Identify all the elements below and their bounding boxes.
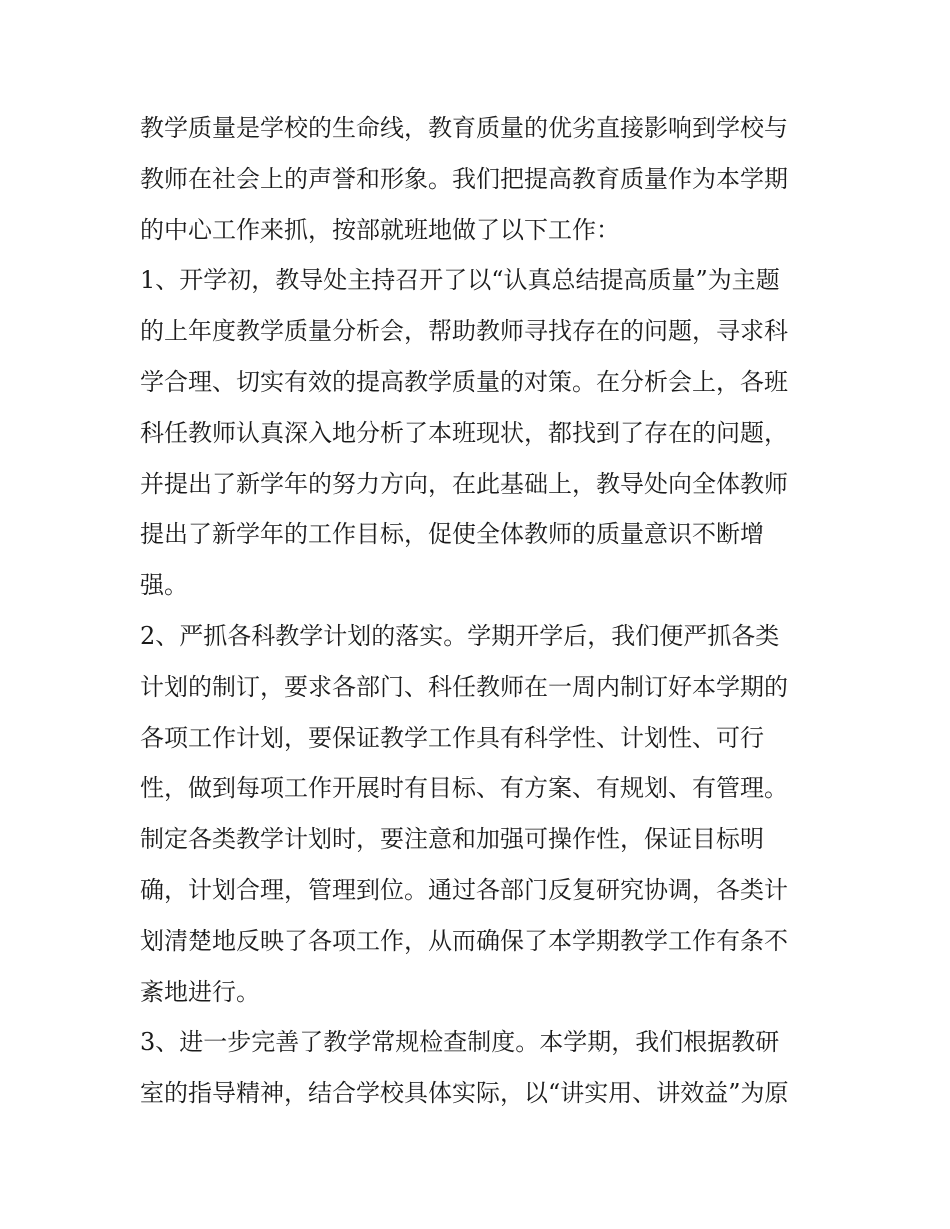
text-line: 并提出了新学年的努力方向，在此基础上，教导处向全体教师 [140, 469, 788, 498]
text-line: 1、开学初，教导处主持召开了以“认真总结提高质量”为主题 [140, 266, 780, 295]
text-line: 确，计划合理，管理到位。通过各部门反复研究协调，各类计 [140, 875, 788, 904]
text-line: 2、严抓各科教学计划的落实。学期开学后，我们便严抓各类 [140, 621, 780, 650]
paragraph-item-1 [140, 255, 820, 611]
text-line: 教学质量是学校的生命线，教育质量的优劣直接影响到学校与 [140, 114, 788, 142]
text-line: 强。 [140, 571, 188, 600]
paragraph-item-3 [140, 1017, 820, 1119]
text-line: 科任教师认真深入地分析了本班现状，都找到了存在的问题， [140, 418, 788, 447]
text-line: 室的指导精神，结合学校具体实际，以“讲实用、讲效益”为原 [140, 1079, 789, 1108]
text-line: 计划的制订，要求各部门、科任教师在一周内制订好本学期的 [140, 672, 788, 701]
paragraph-item-2 [140, 611, 820, 1017]
text-line: 教师在社会上的声誉和形象。我们把提高教育质量作为本学期 [140, 164, 788, 193]
text-line: 制定各类教学计划时，要注意和加强可操作性，保证目标明 [140, 825, 764, 854]
text-line: 各项工作计划，要保证教学工作具有科学性、计划性、可行 [140, 723, 764, 752]
paragraph-intro [140, 103, 820, 255]
text-line: 提出了新学年的工作目标，促使全体教师的质量意识不断增 [140, 520, 764, 549]
text-line: 划清楚地反映了各项工作，从而确保了本学期教学工作有条不 [140, 926, 788, 955]
text-line: 的中心工作来抓，按部就班地做了以下工作： [140, 215, 620, 244]
text-line: 学合理、切实有效的提高教学质量的对策。在分析会上，各班 [140, 367, 788, 396]
text-line: 3、进一步完善了教学常规检查制度。本学期，我们根据教研 [140, 1028, 780, 1057]
text-line: 性，做到每项工作开展时有目标、有方案、有规划、有管理。 [140, 774, 788, 803]
document-body [140, 103, 820, 1119]
text-line: 的上年度教学质量分析会，帮助教师寻找存在的问题，寻求科 [140, 317, 788, 346]
text-line: 紊地进行。 [140, 977, 260, 1006]
